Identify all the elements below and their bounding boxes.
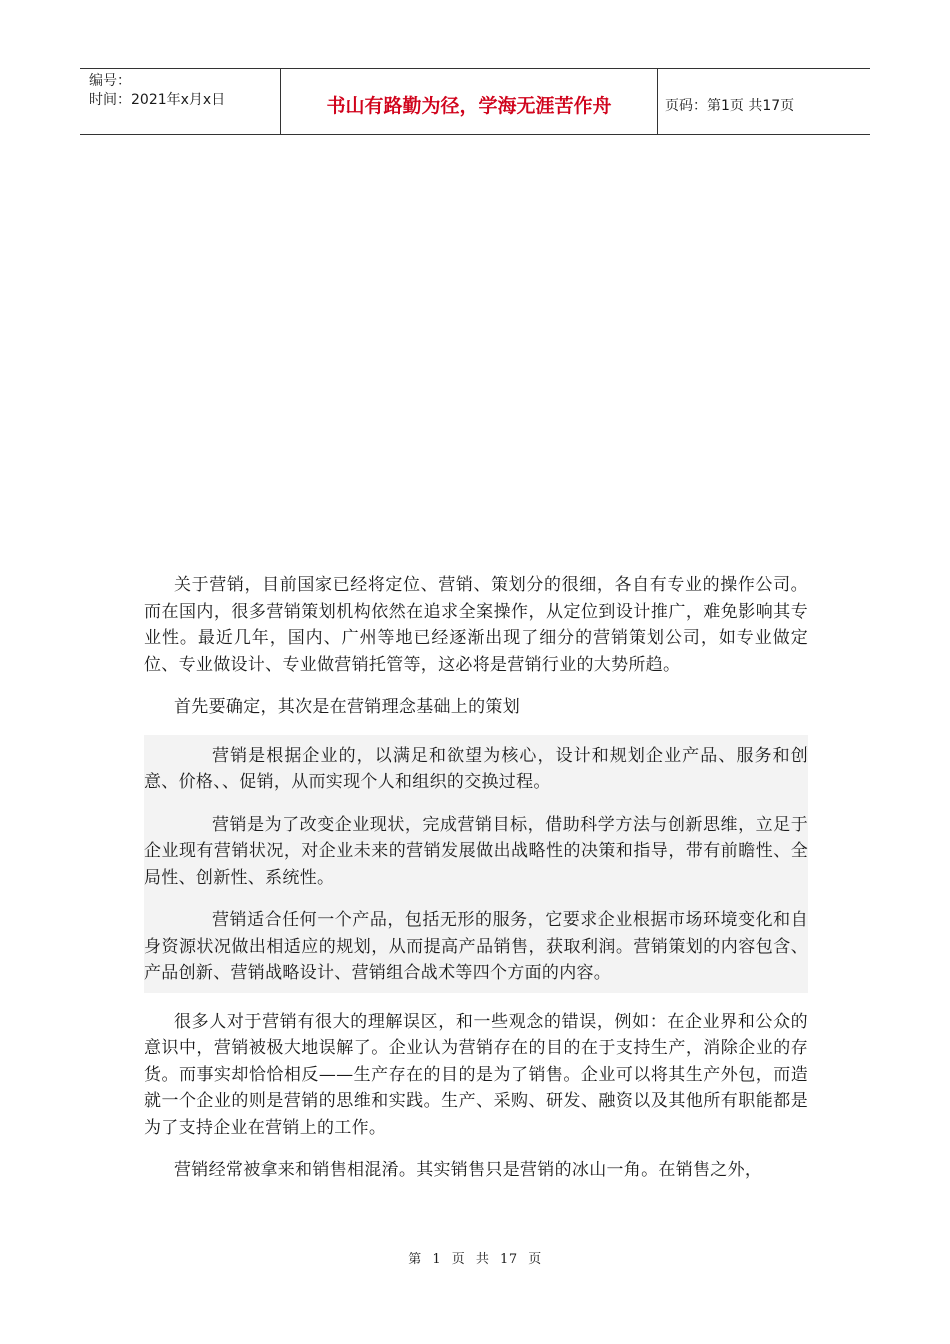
body-paragraph: 关于营销，目前国家已经将定位、营销、策划分的很细，各自有专业的操作公司。而在国内，很多营销策划机构依然在追求全案操作，从定位到设计推广，难免影响其专业性。最近几年，国内、广州等地已经逐渐出现了细分的营销策划公司，如专业做定位、专业做设计、专业做营销托管等，这必将是营销行业的大势所趋。 (144, 575, 808, 675)
document-header (80, 68, 870, 135)
body-paragraph: 营销是根据企业的，以满足和欲望为核心，设计和规划企业产品、服务和创意、价格、、促销，从而实现个人和组织的交换过程。 (144, 745, 808, 792)
header-meta-cell (80, 69, 281, 134)
header-motto: 书山有路勤为径，学海无涯苦作舟 (281, 69, 658, 134)
document-date: 时间：2021年x月x日 (89, 92, 226, 108)
body-paragraph: 首先要确定，其次是在营销理念基础上的策划 (174, 697, 520, 717)
document-number-label: 编号： (89, 73, 131, 89)
body-paragraph: 营销是为了改变企业现状，完成营销目标，借助科学方法与创新思维，立足于企业现有营销状况，对企业未来的营销发展做出战略性的决策和指导，带有前瞻性、全局性、创新性、系统性。 (144, 814, 808, 888)
page-footer: 第 1 页 共 17 页 (408, 1252, 542, 1267)
body-paragraph: 营销经常被拿来和销售相混淆。其实销售只是营销的冰山一角。在销售之外， (174, 1160, 763, 1180)
shaded-block (144, 735, 808, 993)
document-body (144, 572, 808, 1184)
body-paragraph: 营销适合任何一个产品，包括无形的服务，它要求企业根据市场环境变化和自身资源状况做出相适应的规划，从而提高产品销售，获取利润。营销策划的内容包含、产品创新、营销战略设计、营销组合战术等四个方面的内容。 (144, 910, 808, 983)
body-paragraph: 很多人对于营销有很大的理解误区，和一些观念的错误，例如：在企业界和公众的意识中，营销被极大地误解了。企业认为营销存在的目的在于支持生产，消除企业的存货。而事实却恰恰相反——生产存在的目的是为了销售。企业可以将其生产外包，而造就一个企业的则是营销的思维和实践。生产、采购、研发、融资以及其他所有职能都是为了支持企业在营销上的工作。 (144, 1011, 808, 1138)
header-page-info: 页码：第1页 共17页 (665, 97, 795, 114)
